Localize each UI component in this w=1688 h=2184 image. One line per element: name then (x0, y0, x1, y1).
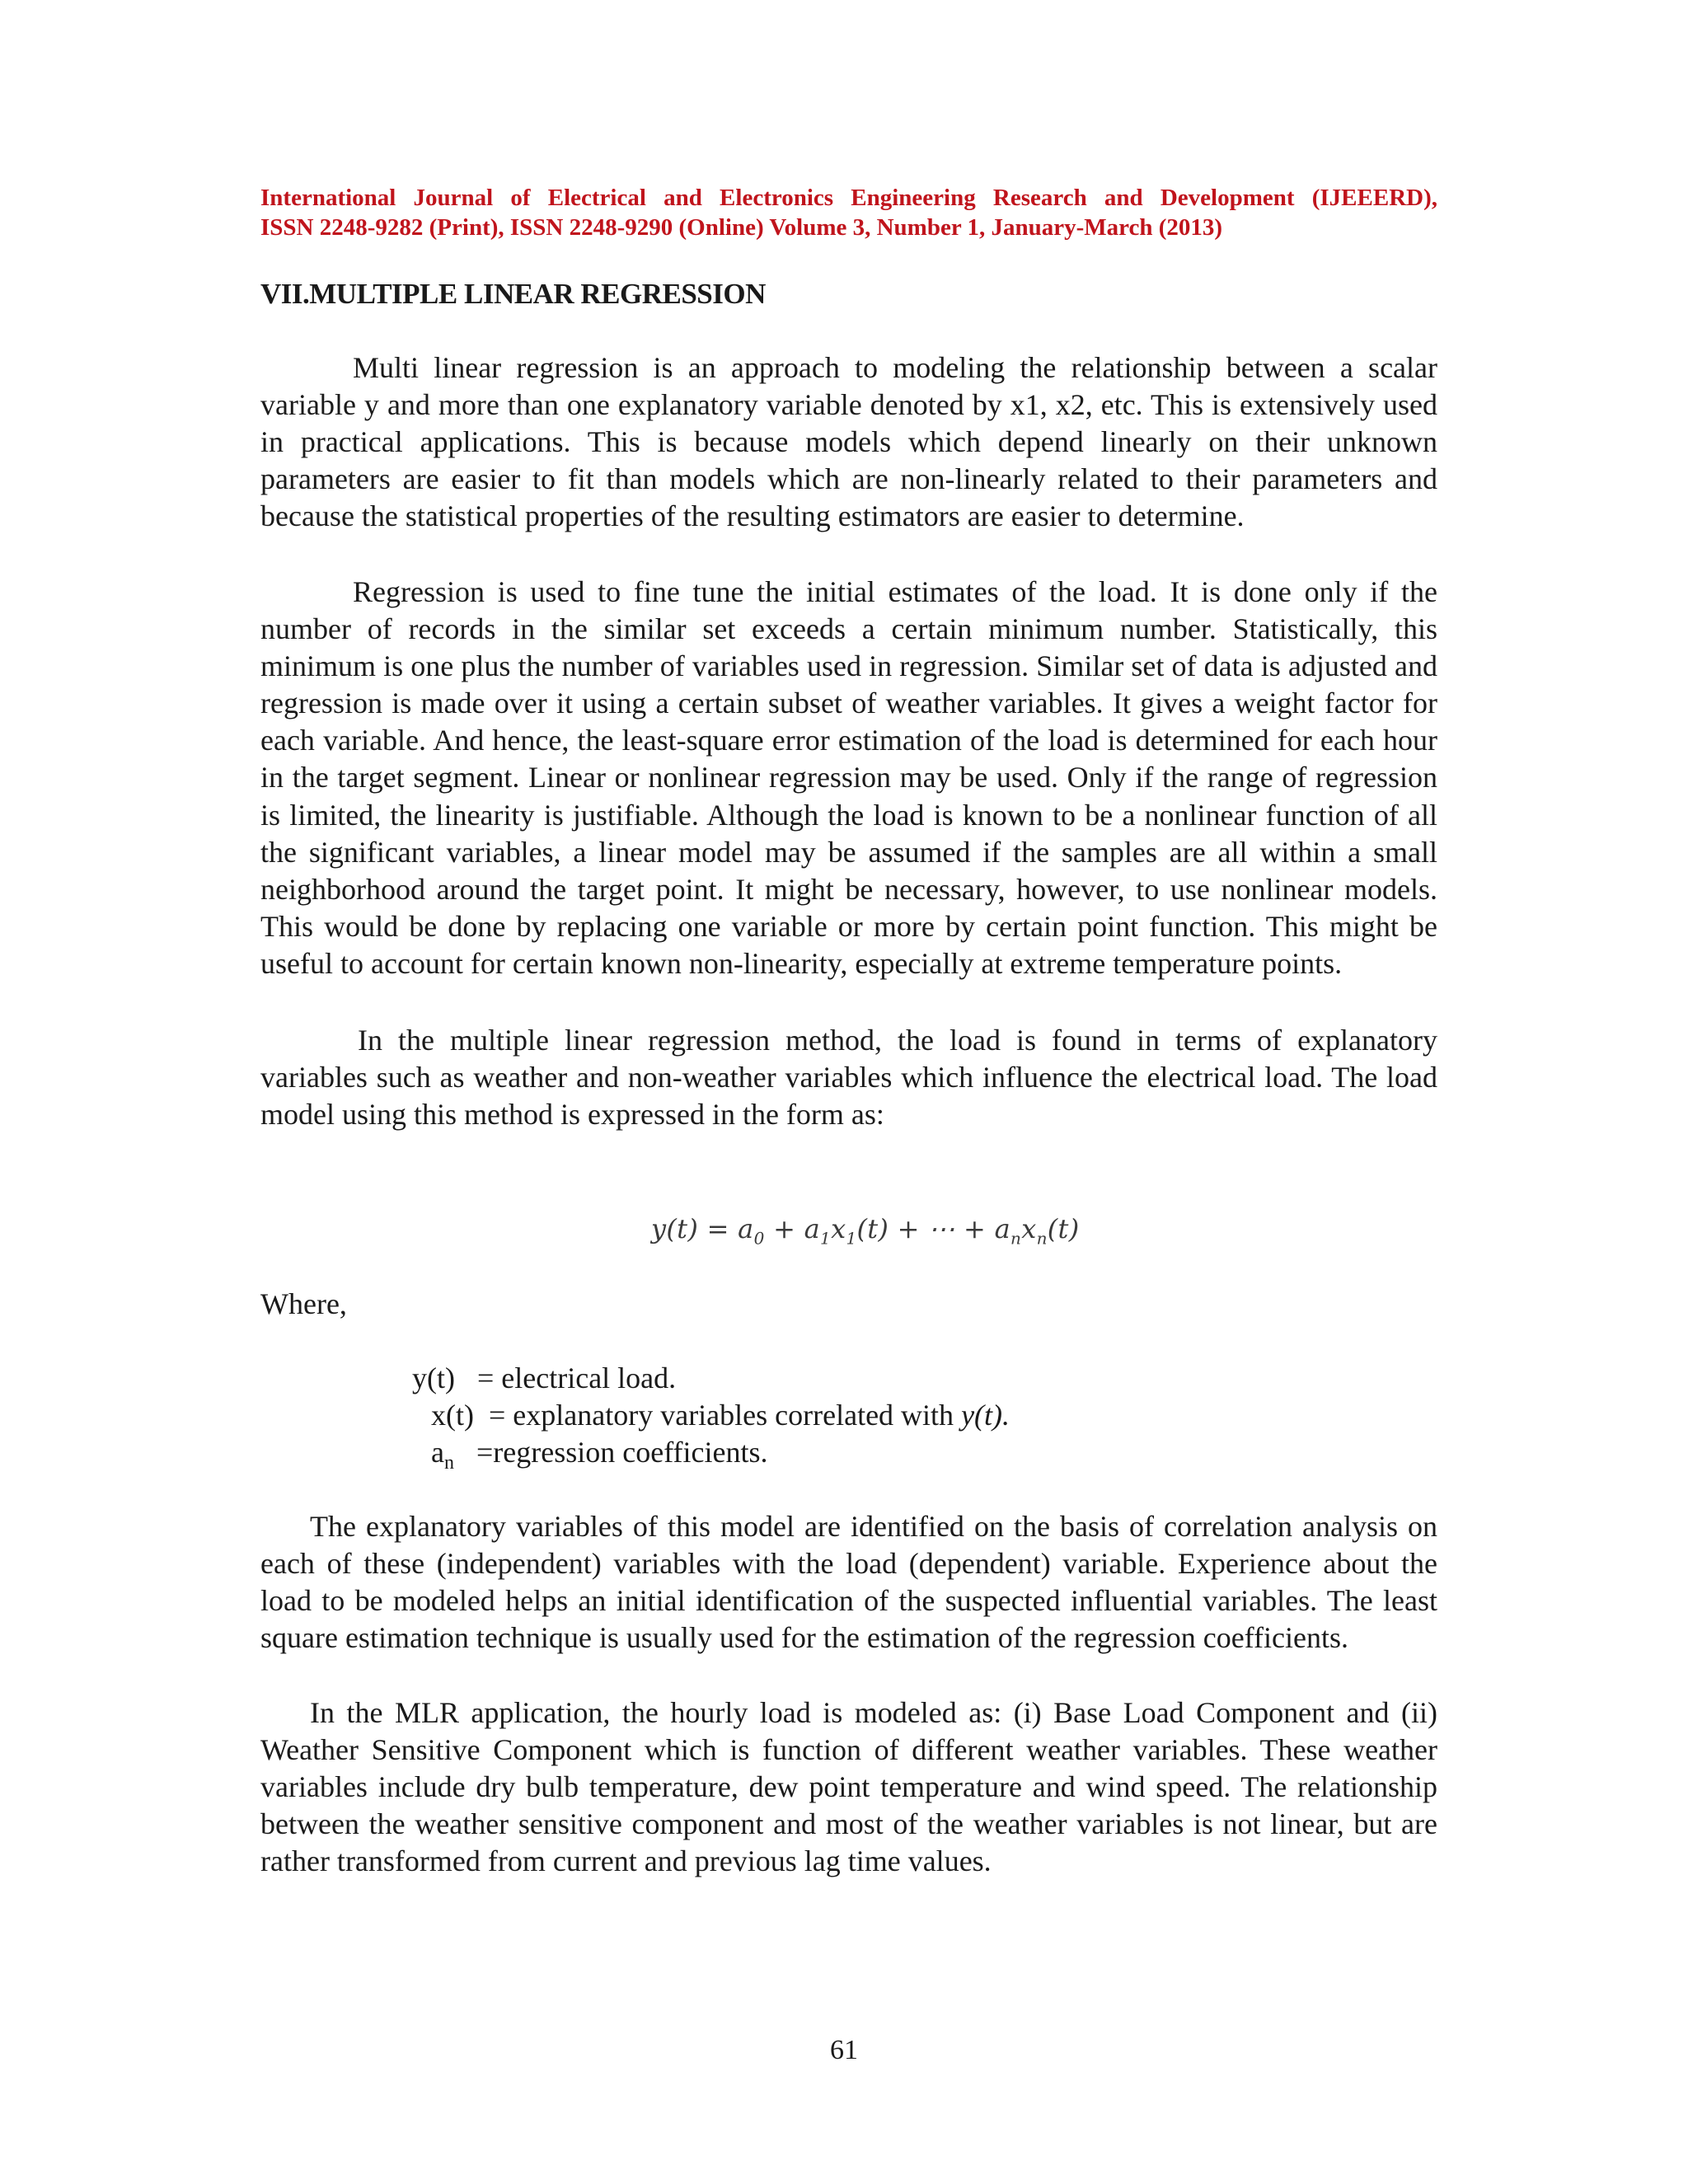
journal-header-line2: ISSN 2248-9282 (Print), ISSN 2248-9290 (Online) Volume 3, Number 1, January-March (2013) (260, 214, 1223, 241)
definition-a-sub: n (443, 1452, 454, 1474)
definition-y-term: y(t) (412, 1361, 455, 1394)
equation-a1: a (804, 1213, 821, 1244)
equation-x1-sub: 1 (846, 1228, 857, 1249)
where-label: Where, (260, 1287, 347, 1320)
paragraph-regression-usage: Regression is used to fine tune the initial estimates of the load. It is done only if the number of records in the similar set exceeds a certain minimum number. Statistically, this minimum is one plus the number of variables used in regression. Similar set of data is adjusted and regression is made over it using a certain subset of weather variables. It gives a weight factor for each variable. And hence, the least-square error estimation of the load is determined for each hour in the target segment. Linear or nonlinear regression may be used. Only if the range of regression is limited, the linearity is justifiable. Although the load is known to be a nonlinear function of all the significant variables, a linear model may be assumed if the samples are all within a small neighborhood around the target point. It might be necessary, however, to use nonlinear models. This would be done by replacing one variable or more by certain point function. This might be useful to account for certain known non-linearity, especially at extreme temperature points. (260, 575, 1437, 980)
equation-a0: a (738, 1213, 754, 1244)
definition-a (431, 1434, 768, 1482)
page-number: 61 (830, 2035, 858, 2065)
equation-xn-arg: (t) (1047, 1213, 1080, 1244)
paragraph-mlr-application: In the MLR application, the hourly load is modeled as: (i) Base Load Component and (ii) Weather Sensitive Component which is function of different weather variables. These weather variables include dry bulb temperature, dew point temperature and wind speed. The relationship between the weather sensitive component and most of the weather variables is not linear, but are rather transformed from current and previous lag time values. (260, 1696, 1437, 1878)
definition-a-text: =regression coefficients. (453, 1436, 768, 1469)
equation-x1-arg: (t) (856, 1213, 889, 1244)
equation-xn-sub: n (1036, 1228, 1048, 1249)
definition-a-term: a (431, 1436, 444, 1469)
paragraph-intro: Multi linear regression is an approach to modeling the relationship between a scalar variable y and more than one explanatory variable denoted by x1, x2, etc. This is extensively used in practical applications. This is because models which depend linearly on their unknown parameters are easier to fit than models which are non-linearly related to their parameters and because the statistical properties of the resulting estimators are easier to determine. (260, 351, 1437, 533)
equation-a1-sub: 1 (820, 1228, 832, 1249)
definition-x-text: = explanatory variables correlated with (473, 1399, 962, 1432)
equation-a0-sub: 0 (753, 1228, 765, 1249)
definition-x (431, 1397, 1010, 1434)
paragraph-explanatory-variables: The explanatory variables of this model are identified on the basis of correlation analysis on each of these (independent) variables with the load (dependent) variable. Experience about the load to be modeled helps an initial identification of the suspected influential variables. The least square estimation technique is usually used for the estimation of the regression coefficients. (260, 1510, 1437, 1655)
definition-x-ref: y(t). (961, 1399, 1010, 1432)
definition-y (412, 1360, 676, 1397)
equation-an: a (994, 1213, 1011, 1244)
equation-lhs: y(t) (651, 1213, 699, 1244)
journal-header-line1: International Journal of Electrical and Electronics Engineering Research and Development (IJEEERD), (260, 185, 1437, 211)
section-title: VII.MULTIPLE LINEAR REGRESSION (260, 278, 766, 310)
journal-header (260, 183, 1437, 242)
equation-equals: = (698, 1213, 738, 1244)
regression-equation (651, 1213, 1080, 1249)
equation-an-sub: n (1010, 1228, 1022, 1249)
definition-x-term: x(t) (431, 1399, 474, 1432)
equation-plus2: + ⋯ + (889, 1213, 995, 1244)
equation-xn: x (1021, 1213, 1037, 1244)
equation-plus1: + (764, 1213, 804, 1244)
equation-x1: x (831, 1213, 846, 1244)
paragraph-mlr-method: In the multiple linear regression method, the load is found in terms of explanatory variables such as weather and non-weather variables which influence the electrical load. The load model using this method is expressed in the form as: (260, 1024, 1437, 1132)
definition-y-text: = electrical load. (454, 1361, 677, 1394)
